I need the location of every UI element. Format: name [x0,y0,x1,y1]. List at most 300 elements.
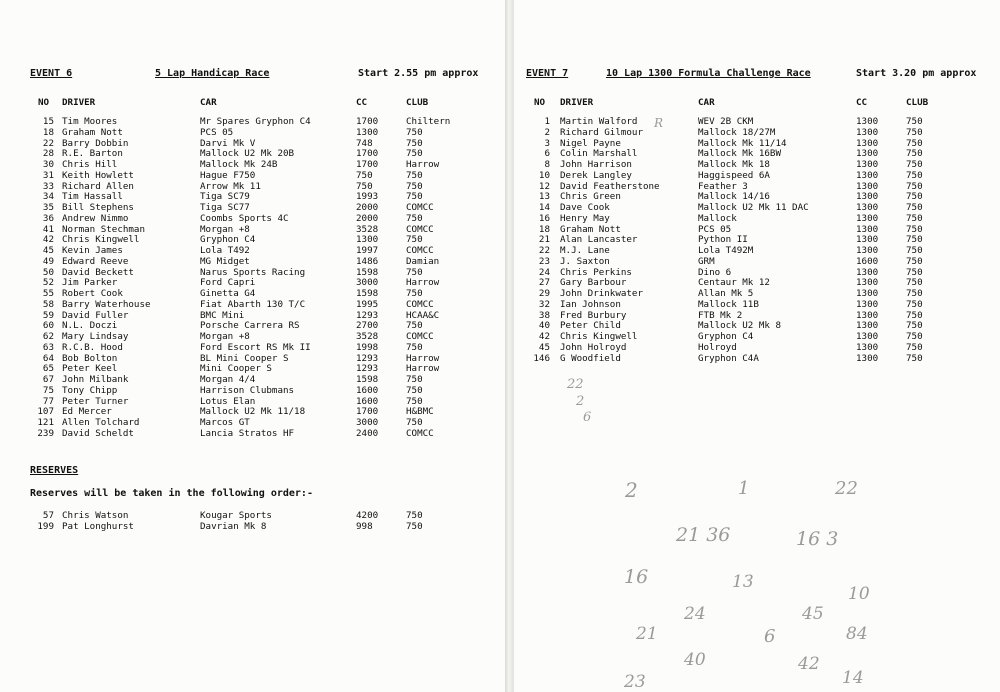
entry-car: Coombs Sports 4C [200,212,289,224]
entry-club: 750 [906,320,923,332]
entry-driver: Gary Barbour [560,277,627,289]
entry-number: 23 [538,255,550,267]
entry-driver: Alan Lancaster [560,234,638,246]
entry-club: 750 [906,234,923,246]
entry-cc: 1600 [856,255,879,267]
entry-number: 49 [42,255,54,267]
entry-club: 750 [406,126,423,138]
entry-car: Ford Capri [200,277,256,289]
entry-car: Lotus Elan [200,395,256,407]
entry-cc: 1300 [856,159,879,170]
header-driver: DRIVER [62,97,96,108]
entry-cc: 1300 [856,126,879,138]
entry-car: Mallock Mk 18 [698,159,770,170]
entry-club: 750 [906,202,923,213]
entry-club: 750 [906,352,923,364]
entry-cc: 2700 [356,320,379,332]
entry-cc: 1300 [356,234,379,246]
entry-club: COMCC [406,202,434,213]
entry-driver: Tony Chipp [62,384,118,396]
entry-cc: 1300 [856,298,879,310]
entry-club: 750 [906,341,923,353]
entry-driver: Henry May [560,212,610,224]
entry-club: 750 [906,191,923,203]
entry-cc: 1995 [356,298,379,310]
entry-driver: Graham Nott [62,126,123,138]
entry-cc: 1300 [856,266,879,278]
entry-number: 63 [42,341,54,353]
entry-cc: 1600 [356,384,379,396]
entry-number: 10 [538,169,550,181]
entry-club: Harrow [406,159,440,170]
entry-number: 22 [538,245,550,256]
entry-cc: 1300 [856,341,879,353]
entry-cc: 1300 [856,245,879,256]
entry-car: Mallock Mk 16BW [698,148,781,160]
handwritten-note: 42 [798,654,820,674]
event7-title: 10 Lap 1300 Formula Challenge Race [606,68,811,79]
entry-number: 6 [544,148,550,160]
entry-cc: 1300 [856,331,879,342]
entry-car: WEV 2B CKM [698,116,754,127]
entry-driver: Martin Walford [560,116,638,127]
entry-number: 59 [42,309,54,321]
entry-cc: 1997 [356,245,379,256]
entry-club: Damian [406,255,440,267]
entry-club: 750 [406,520,423,532]
entry-car: Mallock U2 Mk 20B [200,148,295,160]
handwritten-note: 13 [732,572,754,592]
handwritten-note: 84 [846,624,868,644]
entry-car: Haggispeed 6A [698,169,770,181]
reserves-label: RESERVES [30,465,79,476]
entry-driver: Derek Langley [560,169,632,181]
entry-driver: John Harrison [560,159,632,170]
entry-number: 62 [42,331,54,342]
entry-cc: 1293 [356,363,379,375]
entry-number: 28 [42,148,54,160]
handwritten-mark-r: R [654,116,664,130]
entry-number: 121 [37,417,54,428]
entry-car: FTB Mk 2 [698,309,743,321]
entry-car: Mallock Mk 11/14 [698,137,787,149]
entry-driver: G Woodfield [560,352,621,364]
entry-number: 30 [42,159,54,170]
entry-number: 67 [42,374,54,385]
entry-driver: Mary Lindsay [62,331,129,342]
entry-number: 107 [37,406,54,418]
entry-car: BMC Mini [200,309,245,321]
entry-driver: Peter Turner [62,395,129,407]
entry-cc: 1598 [356,266,379,278]
entry-driver: David Fuller [62,309,129,321]
entry-cc: 1293 [356,352,379,364]
entry-car: Allan Mk 5 [698,288,754,299]
entry-car: Lancia Stratos HF [200,427,295,439]
entry-cc: 1300 [856,223,879,235]
entry-cc: 1300 [856,234,879,246]
entry-driver: Robert Cook [62,288,123,299]
entry-car: PCS 05 [698,223,732,235]
entry-car: Gryphon C4 [698,331,754,342]
entry-number: 146 [533,352,550,364]
entry-number: 55 [42,288,54,299]
entry-club: 750 [406,169,423,181]
handwritten-note: 22 [835,478,858,499]
entry-car: Feather 3 [698,180,748,192]
entry-club: 750 [906,298,923,310]
entry-club: 750 [406,148,423,160]
entry-club: 750 [906,288,923,299]
handwritten-note: 1 [738,478,750,499]
entry-club: 750 [906,266,923,278]
entry-cc: 1993 [356,191,379,203]
entry-club: 750 [906,245,923,256]
entry-cc: 1998 [356,341,379,353]
entry-driver: Bob Bolton [62,352,118,364]
entry-club: 750 [406,374,423,385]
entry-number: 50 [42,266,54,278]
entry-car: Tiga SC79 [200,191,250,203]
reserves-note: Reserves will be taken in the following order:- [30,488,313,499]
entry-cc: 3528 [356,331,379,342]
entry-driver: Kevin James [62,245,123,256]
entry-number: 34 [42,191,54,203]
entry-club: 750 [906,223,923,235]
handwritten-note: 21 [636,624,658,644]
handwritten-note: 24 [684,604,706,624]
entry-cc: 1300 [856,202,879,213]
entry-driver: John Milbank [62,374,129,385]
entry-number: 199 [37,520,54,532]
entry-car: Gryphon C4A [698,352,759,364]
entry-driver: Chris Perkins [560,266,632,278]
entry-number: 13 [538,191,550,203]
entry-club: Chiltern [406,116,451,127]
entry-number: 16 [538,212,550,224]
entry-car: Ford Escort RS Mk II [200,341,311,353]
entry-cc: 2000 [356,202,379,213]
entry-number: 8 [544,159,550,170]
entry-driver: Tim Moores [62,116,118,127]
entry-cc: 1300 [856,309,879,321]
entry-car: MG Midget [200,255,250,267]
entry-club: 750 [406,137,423,149]
entry-cc: 1300 [856,277,879,289]
entry-number: 15 [42,116,54,127]
event6-title: 5 Lap Handicap Race [155,68,270,79]
entry-cc: 1300 [856,191,879,203]
entry-driver: Barry Dobbin [62,137,129,149]
entry-number: 41 [42,223,54,235]
entry-driver: Chris Kingwell [560,331,638,342]
entry-number: 31 [42,169,54,181]
entry-club: H&BMC [406,406,434,418]
entry-club: Harrow [406,363,440,375]
entry-car: Morgan +8 [200,223,250,235]
entry-number: 40 [538,320,550,332]
handwritten-note: 2 [576,394,585,409]
entry-driver: John Drinkwater [560,288,643,299]
entry-club: 750 [406,417,423,428]
entry-club: COMCC [406,223,434,235]
entry-car: Lola T492M [698,245,754,256]
entry-club: 750 [406,180,423,192]
handwritten-note: 10 [848,584,870,604]
entry-driver: R.C.B. Hood [62,341,123,353]
entry-club: 750 [406,212,423,224]
entry-car: Morgan 4/4 [200,374,256,385]
entry-number: 18 [538,223,550,235]
entry-number: 18 [42,126,54,138]
entry-car: Marcos GT [200,417,250,428]
entry-number: 1 [544,116,550,127]
entry-cc: 1300 [856,288,879,299]
header-no: NO [38,97,50,108]
entry-driver: Jim Parker [62,277,118,289]
entry-cc: 1598 [356,374,379,385]
header-car: CAR [200,97,217,108]
entry-car: Mallock U2 Mk 11/18 [200,406,306,418]
entry-club: 750 [406,234,423,246]
entry-car: Hague F750 [200,169,256,181]
entry-driver: Pat Longhurst [62,520,134,532]
entry-club: COMCC [406,298,434,310]
entry-car: Harrison Clubmans [200,384,295,396]
entry-driver: Richard Gilmour [560,126,643,138]
event7-start: Start 3.20 pm approx [856,68,977,79]
entry-number: 29 [538,288,550,299]
entry-club: 750 [906,212,923,224]
entry-club: 750 [406,341,423,353]
entry-number: 57 [42,510,54,521]
entry-club: 750 [406,320,423,332]
entry-club: 750 [906,116,923,127]
entry-number: 45 [538,341,550,353]
entry-number: 42 [42,234,54,246]
entry-club: 750 [906,126,923,138]
entry-number: 14 [538,202,550,213]
entry-club: 750 [906,277,923,289]
entry-club: 750 [406,191,423,203]
entry-club: 750 [906,255,923,267]
entry-car: Python II [698,234,748,246]
entry-driver: Edward Reeve [62,255,129,267]
entry-driver: M.J. Lane [560,245,610,256]
entry-number: 36 [42,212,54,224]
entry-car: Mallock [698,212,737,224]
entry-cc: 1486 [356,255,379,267]
entry-driver: Ed Mercer [62,406,112,418]
entry-driver: David Scheldt [62,427,134,439]
entry-driver: Nigel Payne [560,137,621,149]
header-club: CLUB [406,97,429,108]
entry-number: 52 [42,277,54,289]
entry-driver: Keith Howlett [62,169,134,181]
entry-car: Ginetta G4 [200,288,256,299]
entry-cc: 3000 [356,417,379,428]
entry-cc: 1300 [856,148,879,160]
entry-car: Fiat Abarth 130 T/C [200,298,306,310]
entry-driver: Chris Hill [62,159,118,170]
entry-driver: N.L. Doczi [62,320,118,332]
entry-number: 45 [42,245,54,256]
handwritten-note: 16 3 [796,528,839,550]
handwritten-note: 2 [625,478,638,502]
entry-driver: Peter Keel [62,363,118,375]
entry-club: COMCC [406,331,434,342]
entry-number: 3 [544,137,550,149]
entry-driver: David Featherstone [560,180,660,192]
entry-number: 42 [538,331,550,342]
entry-cc: 1598 [356,288,379,299]
header-driver: DRIVER [560,97,594,108]
entry-cc: 1300 [856,212,879,224]
entry-number: 60 [42,320,54,332]
entry-cc: 748 [356,137,373,149]
handwritten-note: 6 [583,410,592,425]
entry-number: 65 [42,363,54,375]
entry-club: 750 [906,331,923,342]
entry-number: 58 [42,298,54,310]
entry-car: Lola T492 [200,245,250,256]
entry-number: 32 [538,298,550,310]
entry-club: 750 [906,137,923,149]
entry-car: Gryphon C4 [200,234,256,246]
entry-number: 21 [538,234,550,246]
entry-number: 24 [538,266,550,278]
entry-car: Mallock 11B [698,298,759,310]
handwritten-note: 23 [624,672,646,692]
entry-number: 12 [538,180,550,192]
entry-cc: 1300 [856,116,879,127]
entry-cc: 2400 [356,427,379,439]
entry-number: 35 [42,202,54,213]
handwritten-note: 16 [624,566,649,588]
entry-cc: 1700 [356,159,379,170]
entry-car: Mallock U2 Mk 11 DAC [698,202,809,213]
entry-cc: 1700 [356,406,379,418]
entry-cc: 1300 [856,320,879,332]
entry-club: 750 [406,266,423,278]
handwritten-note: 22 [567,377,584,392]
entry-car: Narus Sports Racing [200,266,306,278]
entry-club: 750 [406,384,423,396]
entry-number: 27 [538,277,550,289]
page-fold [505,0,514,692]
entry-driver: Fred Burbury [560,309,627,321]
entry-club: 750 [906,148,923,160]
entry-club: 750 [406,510,423,521]
entry-cc: 1300 [856,180,879,192]
entry-car: Davrian Mk 8 [200,520,267,532]
header-cc: CC [356,97,368,108]
event6-label: EVENT 6 [30,68,73,79]
header-cc: CC [856,97,868,108]
entry-driver: Graham Nott [560,223,621,235]
entry-number: 22 [42,137,54,149]
entry-club: Harrow [406,352,440,364]
entry-driver: John Holroyd [560,341,627,353]
entry-club: 750 [906,169,923,181]
entry-cc: 750 [356,180,373,192]
entry-club: COMCC [406,245,434,256]
entry-club: COMCC [406,427,434,439]
handwritten-note: 45 [802,604,824,624]
handwritten-note: 21 36 [676,524,731,546]
entry-cc: 4200 [356,510,379,521]
entry-driver: Chris Kingwell [62,234,140,246]
entry-cc: 2000 [356,212,379,224]
entry-number: 77 [42,395,54,407]
entry-car: Darvi Mk V [200,137,256,149]
entry-driver: Tim Hassall [62,191,123,203]
header-club: CLUB [906,97,929,108]
entry-number: 75 [42,384,54,396]
entry-driver: Barry Waterhouse [62,298,151,310]
entry-driver: Chris Green [560,191,621,203]
header-car: CAR [698,97,715,108]
entry-car: Holroyd [698,341,737,353]
entry-car: Tiga SC77 [200,202,250,213]
entry-cc: 1300 [856,169,879,181]
entry-number: 33 [42,180,54,192]
entry-driver: Allen Tolchard [62,417,140,428]
entry-number: 2 [544,126,550,138]
entry-cc: 1300 [856,137,879,149]
entry-number: 64 [42,352,54,364]
handwritten-note: 14 [842,668,864,688]
entry-cc: 1700 [356,148,379,160]
entry-driver: Ian Johnson [560,298,621,310]
header-no: NO [534,97,546,108]
entry-car: PCS 05 [200,126,234,138]
handwritten-note: 40 [684,650,706,670]
entry-cc: 1600 [356,395,379,407]
entry-cc: 1300 [856,352,879,364]
entry-car: Mallock 14/16 [698,191,770,203]
event7-label: EVENT 7 [526,68,569,79]
entry-car: Mr Spares Gryphon C4 [200,116,311,127]
entry-cc: 998 [356,520,373,532]
entry-car: Mallock Mk 24B [200,159,278,170]
entry-cc: 1300 [356,126,379,138]
entry-car: Mallock 18/27M [698,126,776,138]
entry-club: Harrow [406,277,440,289]
entry-driver: J. Saxton [560,255,610,267]
entry-cc: 1700 [356,116,379,127]
entry-car: Centaur Mk 12 [698,277,770,289]
entry-car: Mallock U2 Mk 8 [698,320,781,332]
entry-number: 38 [538,309,550,321]
entry-club: 750 [906,309,923,321]
entry-car: Mini Cooper S [200,363,272,375]
entry-driver: Peter Child [560,320,621,332]
entry-car: Dino 6 [698,266,732,278]
entry-club: 750 [406,395,423,407]
entry-car: Morgan +8 [200,331,250,342]
entry-driver: Norman Stechman [62,223,145,235]
entry-club: HCAA&C [406,309,440,321]
entry-car: Kougar Sports [200,510,272,521]
entry-driver: Andrew Nimmo [62,212,129,224]
entry-number: 239 [37,427,54,439]
entry-driver: Dave Cook [560,202,610,213]
entry-driver: Chris Watson [62,510,129,521]
entry-cc: 3000 [356,277,379,289]
entry-driver: Bill Stephens [62,202,134,213]
entry-car: Arrow Mk 11 [200,180,261,192]
